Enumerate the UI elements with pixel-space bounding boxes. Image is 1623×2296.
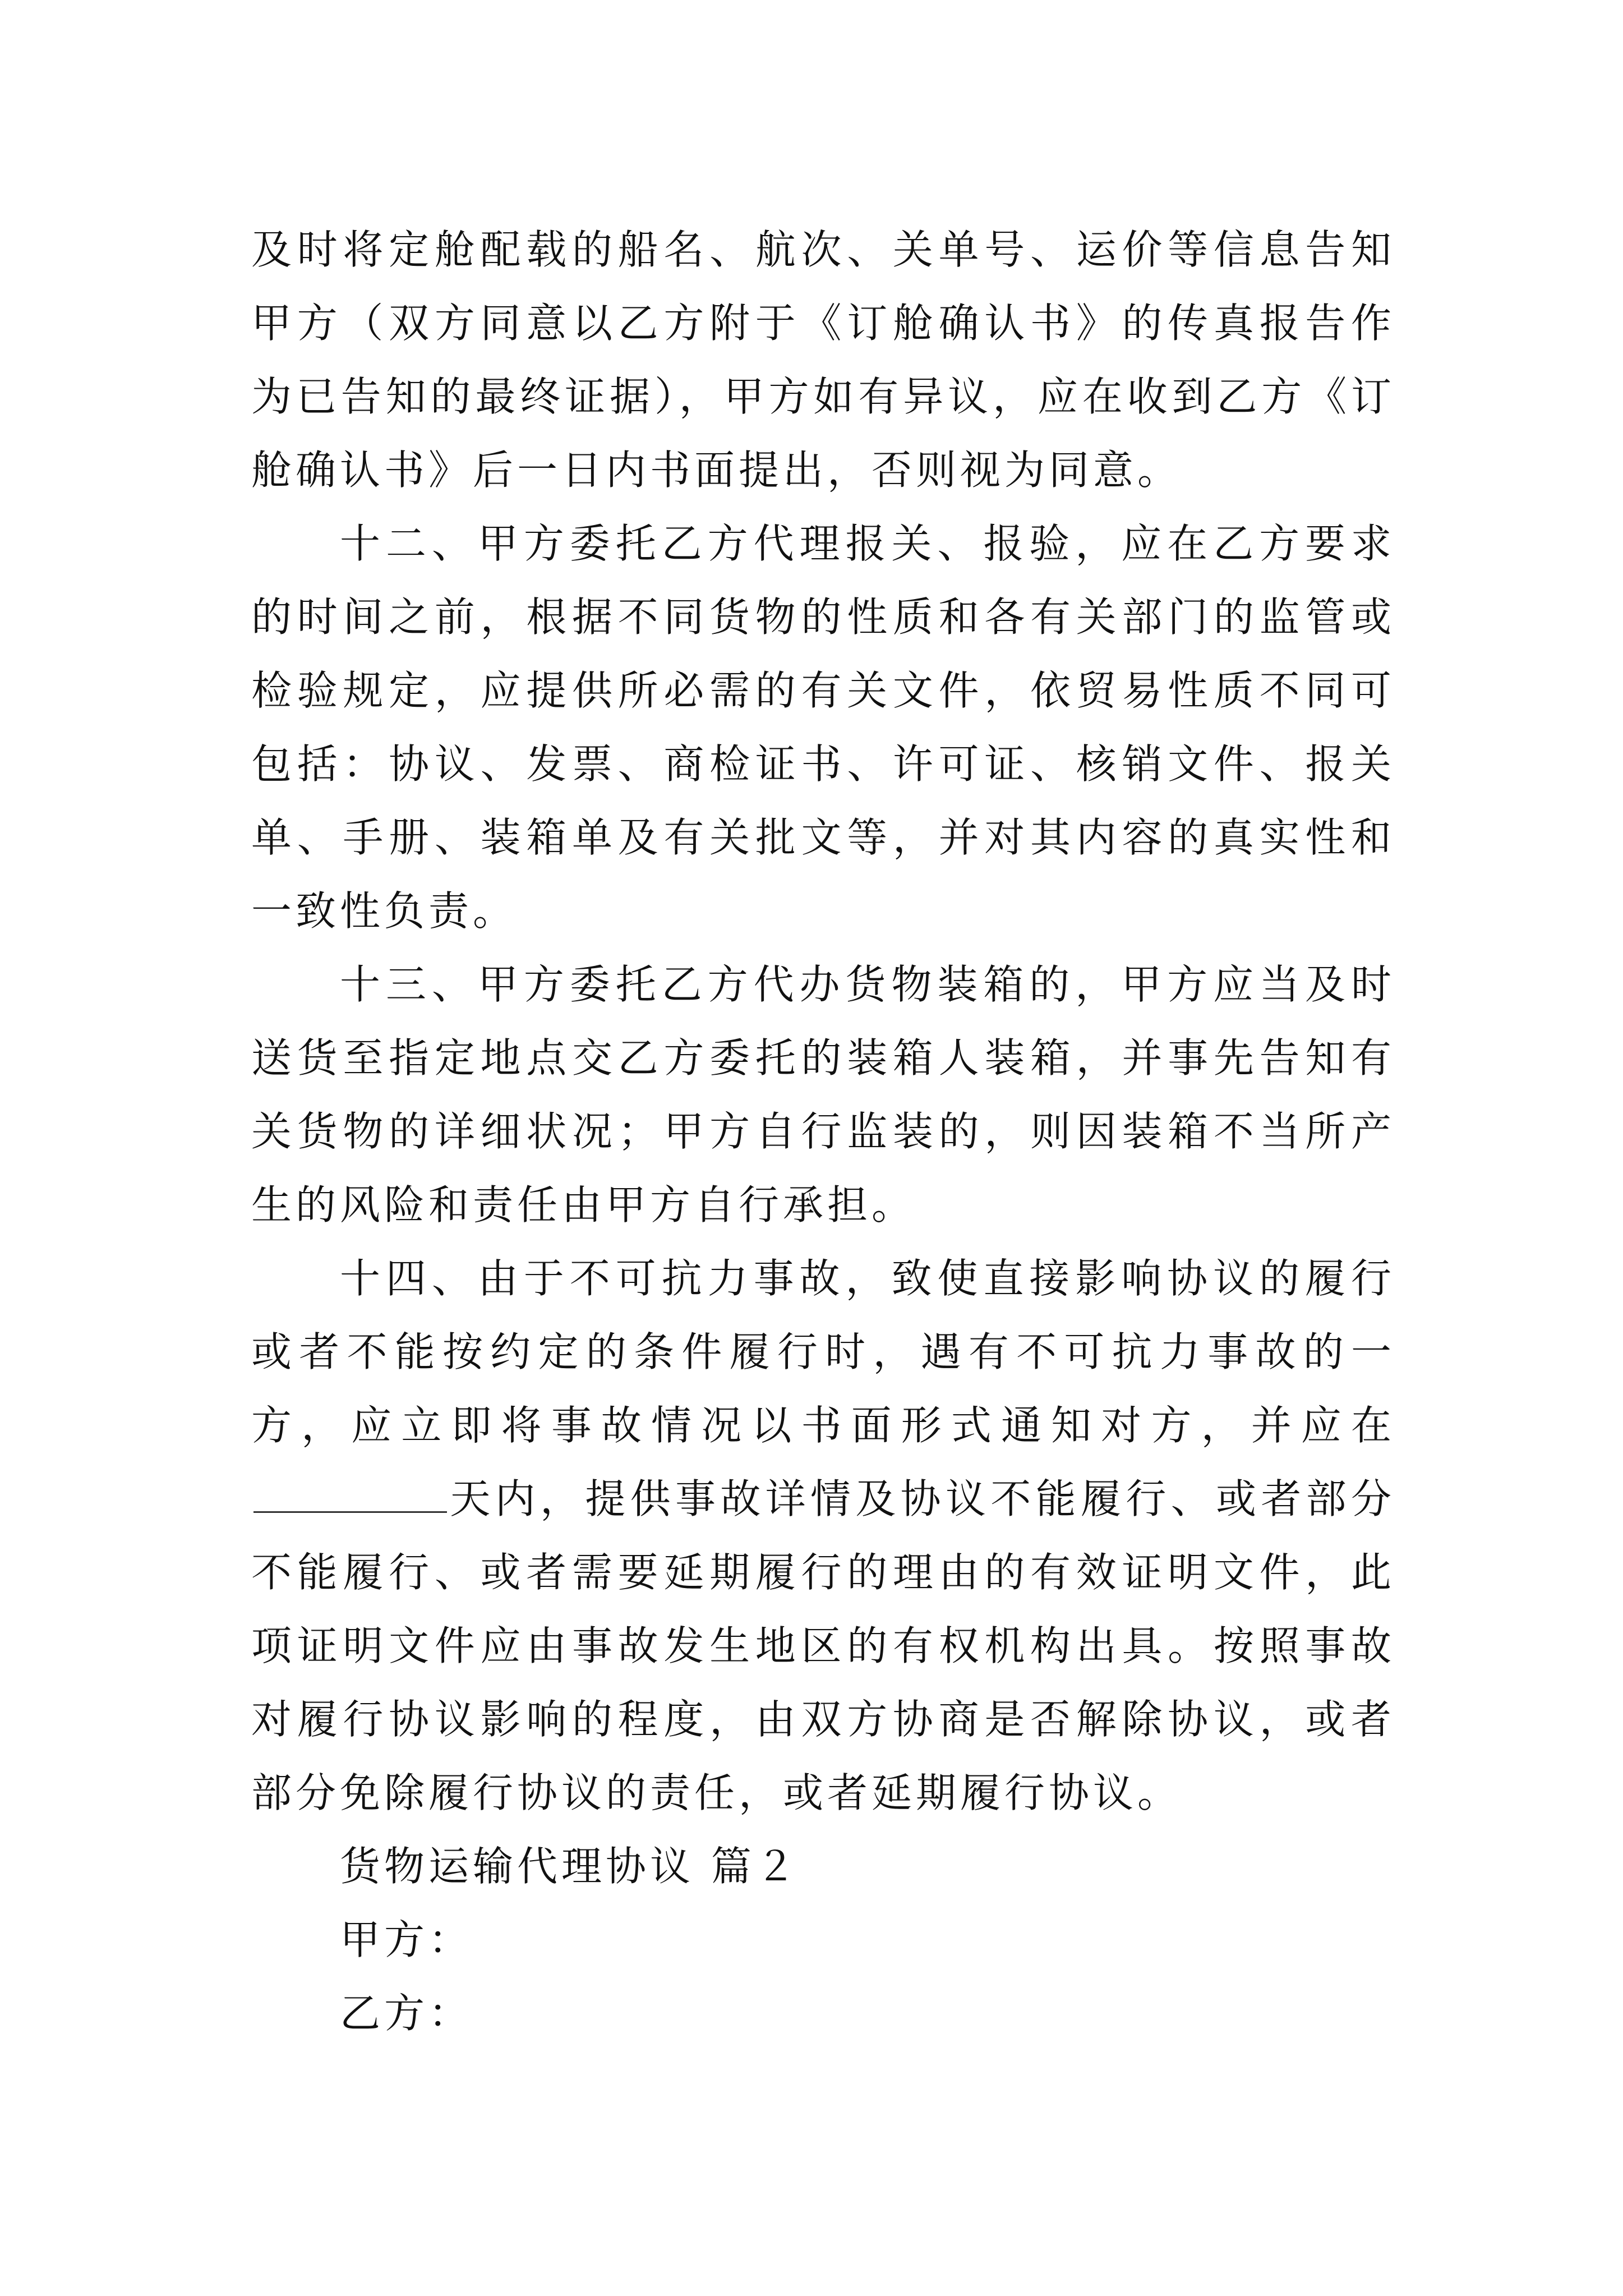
document-body <box>251 213 1395 2050</box>
party-b-label: 乙方： <box>340 1990 473 2037</box>
paragraph-clause-14 <box>251 1242 1395 1830</box>
paragraph-clause-13: 十三、甲方委托乙方代办货物装箱的，甲方应当及时送货至指定地点交乙方委托的装箱人装箱，并事先告知有关货物的详细状况；甲方自行监装的，则因装箱不当所产生的风险和责任由甲方自行承担。 <box>251 961 1395 1228</box>
clause-14-text-before-blank: 十四、由于不可抗力事故，致使直接影响协议的履行或者不能按约定的条件履行时，遇有不可抗力事故的一方，应立即将事故情况以书面形式通知对方，并应在 <box>251 1255 1395 1449</box>
paragraph-booking-notice: 及时将定舱配载的船名、航次、关单号、运价等信息告知甲方（双方同意以乙方附于《订舱确认书》的传真报告作为已告知的最终证据），甲方如有异议，应在收到乙方《订舱确认书》后一日内书面提出，否则视为同意。 <box>251 226 1395 494</box>
clause-14-text-after-blank: 天内，提供事故详情及协议不能履行、或者部分不能履行、或者需要延期履行的理由的有效证明文件，此项证明文件应由事故发生地区的有权机构出具。按照事故对履行协议影响的程度，由双方协商是否解除协议，或者部分免除履行协议的责任，或者延期履行协议。 <box>251 1475 1395 1816</box>
days-fill-in-blank <box>253 1478 447 1513</box>
section-title: 货物运输代理协议 篇２ <box>340 1843 800 1890</box>
party-a-label: 甲方： <box>340 1916 473 1963</box>
paragraph-clause-12: 十二、甲方委托乙方代理报关、报验，应在乙方要求的时间之前，根据不同货物的性质和各有关部门的监管或检验规定，应提供所必需的有关文件，依贸易性质不同可包括：协议、发票、商检证书、许可证、核销文件、报关单、手册、装箱单及有关批文等，并对其内容的真实性和一致性负责。 <box>251 520 1395 935</box>
